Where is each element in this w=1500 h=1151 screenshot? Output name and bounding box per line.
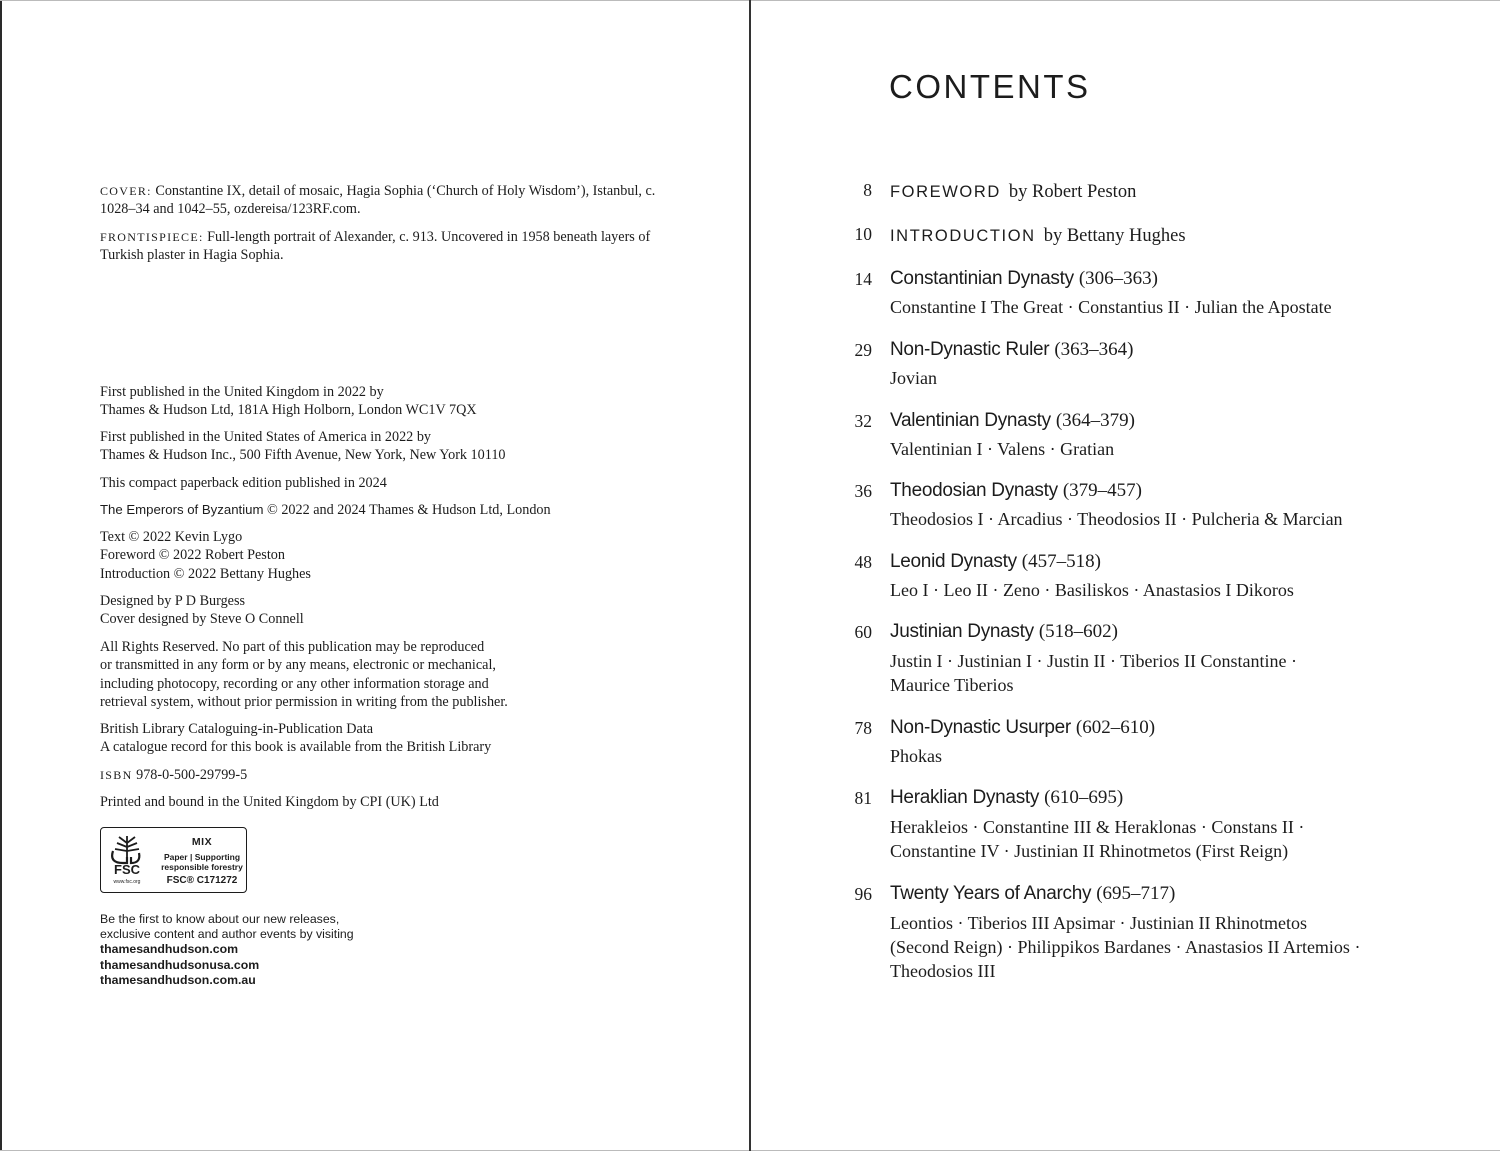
isbn-label: ISBN: [100, 768, 133, 782]
toc-emperors: [890, 815, 1400, 863]
toc-date-range: (363–364): [1054, 339, 1134, 360]
printed-by: Printed and bound in the United Kingdom by CPI (UK) Ltd: [100, 794, 439, 810]
us-pub-line1: First published in the United States of America in 2022 by: [100, 429, 432, 445]
foreword-credit: Foreword © 2022 Robert Peston: [100, 547, 285, 564]
toc-emperors-line: Theodosios I · Arcadius · Theodosios II · Pulcheria & Marcian: [890, 509, 1343, 529]
fsc-code: FSC® C171272: [166, 875, 238, 886]
book-title: The Emperors of Byzantium: [100, 502, 264, 517]
toc-dynasty-name: Theodosian Dynasty: [890, 480, 1058, 501]
toc-date-range: (695–717): [1096, 883, 1176, 904]
fsc-desc-line2: responsible forestry: [161, 861, 243, 872]
cip-line1: British Library Cataloguing-in-Publication Data: [100, 721, 374, 737]
toc-dynasty-name: Non-Dynastic Usurper: [890, 717, 1071, 738]
toc-heading: [890, 180, 1400, 204]
toc-heading: [890, 620, 1400, 644]
us-publication: [100, 428, 660, 465]
toc-date-range: (379–457): [1062, 480, 1142, 501]
toc-heading: [890, 716, 1400, 740]
toc-page-number: 8: [863, 180, 872, 200]
toc-date-range: (602–610): [1075, 717, 1156, 738]
toc-heading: [890, 550, 1400, 574]
copyright-rest: © 2022 and 2024 Thames & Hudson Ltd, London: [263, 502, 551, 518]
toc-heading: [890, 786, 1400, 810]
cip-line2: A catalogue record for this book is available from the British Library: [100, 739, 492, 756]
copyright-line: [100, 501, 660, 519]
toc-dynasty-name: Non-Dynastic Ruler: [890, 339, 1050, 360]
fsc-desc: [159, 853, 245, 872]
frontispiece-text: Full-length portrait of Alexander, c. 913. Uncovered in 1958 beneath layers of Turkish plaster in Hagia Sophia.: [100, 229, 651, 264]
page-title: CONTENTS: [889, 68, 1091, 105]
toc-page-number: 96: [854, 884, 872, 904]
toc-heading: [890, 224, 1400, 248]
fsc-logo-url: www.fsc.org: [113, 879, 141, 885]
toc-page-number: 48: [854, 552, 872, 572]
toc-emperors-line: Jovian: [890, 368, 937, 388]
uk-pub-line2: Thames & Hudson Ltd, 181A High Holborn, London WC1V 7QX: [100, 402, 477, 419]
toc-dynasty-name: Constantinian Dynasty: [890, 268, 1074, 289]
edition-note: This compact paperback edition published in 2024: [100, 475, 387, 491]
uk-publication: [100, 383, 660, 420]
rights-line: retrieval system, without prior permission in writing from the publisher.: [100, 693, 508, 710]
frontispiece-label: FRONTISPIECE:: [100, 230, 204, 244]
toc-page-number: 29: [854, 340, 872, 360]
uk-pub-line1: First published in the United Kingdom in 2022 by: [100, 384, 384, 400]
toc-emperors: [890, 578, 1400, 602]
toc-heading: [890, 479, 1400, 503]
cover-label: COVER:: [100, 184, 152, 198]
toc-emperors-line: Constantine IV · Justinian II Rhinotmetos (First Reign): [890, 841, 1289, 862]
toc-emperors: [890, 744, 1400, 768]
website-link-uk[interactable]: thamesandhudson.com: [100, 942, 239, 957]
toc-author: by Robert Peston: [1008, 182, 1137, 202]
rights-notice: [100, 638, 660, 711]
cover-credit: [100, 182, 660, 219]
toc-page-number: 60: [854, 622, 872, 642]
toc-heading: [890, 267, 1400, 291]
design-credits: [100, 592, 660, 629]
toc-dynasty-name: Twenty Years of Anarchy: [890, 883, 1092, 904]
toc-emperors-line: Valentinian I · Valens · Gratian: [890, 439, 1115, 459]
cover-text: Constantine IX, detail of mosaic, Hagia Sophia (‘Church of Holy Wisdom’), Istanbul, c. 1028–34 and 1042–55, ozdereisa/123RF.com.: [100, 183, 656, 218]
fsc-desc-line1: Paper | Supporting: [163, 852, 241, 862]
rights-line: All Rights Reserved. No part of this publication may be reproduced: [100, 639, 485, 655]
toc-page-number: 36: [854, 481, 872, 501]
fsc-logo-text: FSC: [114, 862, 140, 877]
rights-line: including photocopy, recording or any other information storage and: [100, 675, 489, 692]
toc-date-range: (518–602): [1038, 621, 1118, 642]
toc-section-title: FOREWORD: [890, 183, 1001, 201]
cover-designed-by: Cover designed by Steve O Connell: [100, 611, 304, 628]
toc-emperors-line: Justin I · Justinian I · Justin II · Tiberios II Constantine ·: [890, 651, 1297, 671]
us-pub-line2: Thames & Hudson Inc., 500 Fifth Avenue, New York, New York 10110: [100, 447, 506, 464]
text-credits: [100, 528, 660, 583]
toc-date-range: (306–363): [1078, 268, 1158, 289]
page-edge-left: [0, 0, 2, 1151]
toc-heading: [890, 409, 1400, 433]
isbn-number: 978-0-500-29799-5: [136, 767, 248, 783]
toc-emperors: [890, 366, 1400, 390]
toc-page-number: 14: [854, 269, 872, 289]
cip-data: [100, 720, 660, 757]
text-credit: Text © 2022 Kevin Lygo: [100, 529, 243, 545]
toc-emperors-line: Leontios · Tiberios III Apsimar · Justinian II Rhinotmetos: [890, 913, 1307, 933]
fsc-text-block: [159, 836, 245, 886]
web-line2: exclusive content and author events by visiting: [100, 927, 354, 942]
toc-dynasty-name: Valentinian Dynasty: [890, 410, 1051, 431]
toc-emperors-line: Phokas: [890, 746, 943, 766]
fsc-mix-label: MIX: [191, 836, 213, 848]
toc-emperors: [890, 911, 1400, 984]
toc-date-range: (457–518): [1021, 551, 1101, 572]
toc-heading: [890, 882, 1400, 906]
website-link-usa[interactable]: thamesandhudsonusa.com: [100, 957, 260, 972]
web-line1: Be the first to know about our new releases,: [100, 912, 340, 926]
toc-page-number: 78: [854, 718, 872, 738]
web-promo: [100, 912, 420, 988]
toc-emperors-line: Leo I · Leo II · Zeno · Basiliskos · Anastasios I Dikoros: [890, 580, 1294, 600]
toc-page-number: 81: [854, 788, 872, 808]
designed-by: Designed by P D Burgess: [100, 593, 246, 609]
toc-date-range: (610–695): [1044, 787, 1124, 808]
toc-date-range: (364–379): [1055, 410, 1135, 431]
toc-author: by Bettany Hughes: [1043, 226, 1186, 246]
book-spine: [749, 0, 751, 1151]
toc-page-number: 10: [854, 224, 872, 244]
toc-section-title: INTRODUCTION: [890, 227, 1036, 245]
toc-emperors-line: Herakleios · Constantine III & Heraklonas · Constans II ·: [890, 817, 1305, 837]
toc-heading: [890, 338, 1400, 362]
toc-dynasty-name: Leonid Dynasty: [890, 551, 1017, 572]
toc-emperors-line: Theodosios III: [890, 961, 996, 982]
fsc-certification-badge: [100, 827, 247, 893]
toc-emperors-line: Maurice Tiberios: [890, 675, 1014, 696]
toc-emperors: [890, 437, 1400, 461]
intro-credit: Introduction © 2022 Bettany Hughes: [100, 565, 311, 582]
toc-emperors: [890, 649, 1400, 697]
frontispiece-credit: [100, 228, 660, 265]
toc-dynasty-name: Heraklian Dynasty: [890, 787, 1040, 808]
rights-line: or transmitted in any form or by any means, electronic or mechanical,: [100, 657, 496, 674]
toc-page-number: 32: [854, 411, 872, 431]
toc-dynasty-name: Justinian Dynasty: [890, 621, 1034, 642]
toc-emperors: [890, 295, 1400, 319]
toc-emperors-line: (Second Reign) · Philippikos Bardanes · Anastasios II Artemios ·: [890, 937, 1361, 958]
toc-emperors: [890, 507, 1400, 531]
toc-emperors-line: Constantine I The Great · Constantius II · Julian the Apostate: [890, 297, 1332, 317]
isbn-line: [100, 766, 660, 784]
website-link-au[interactable]: thamesandhudson.com.au: [100, 972, 256, 987]
